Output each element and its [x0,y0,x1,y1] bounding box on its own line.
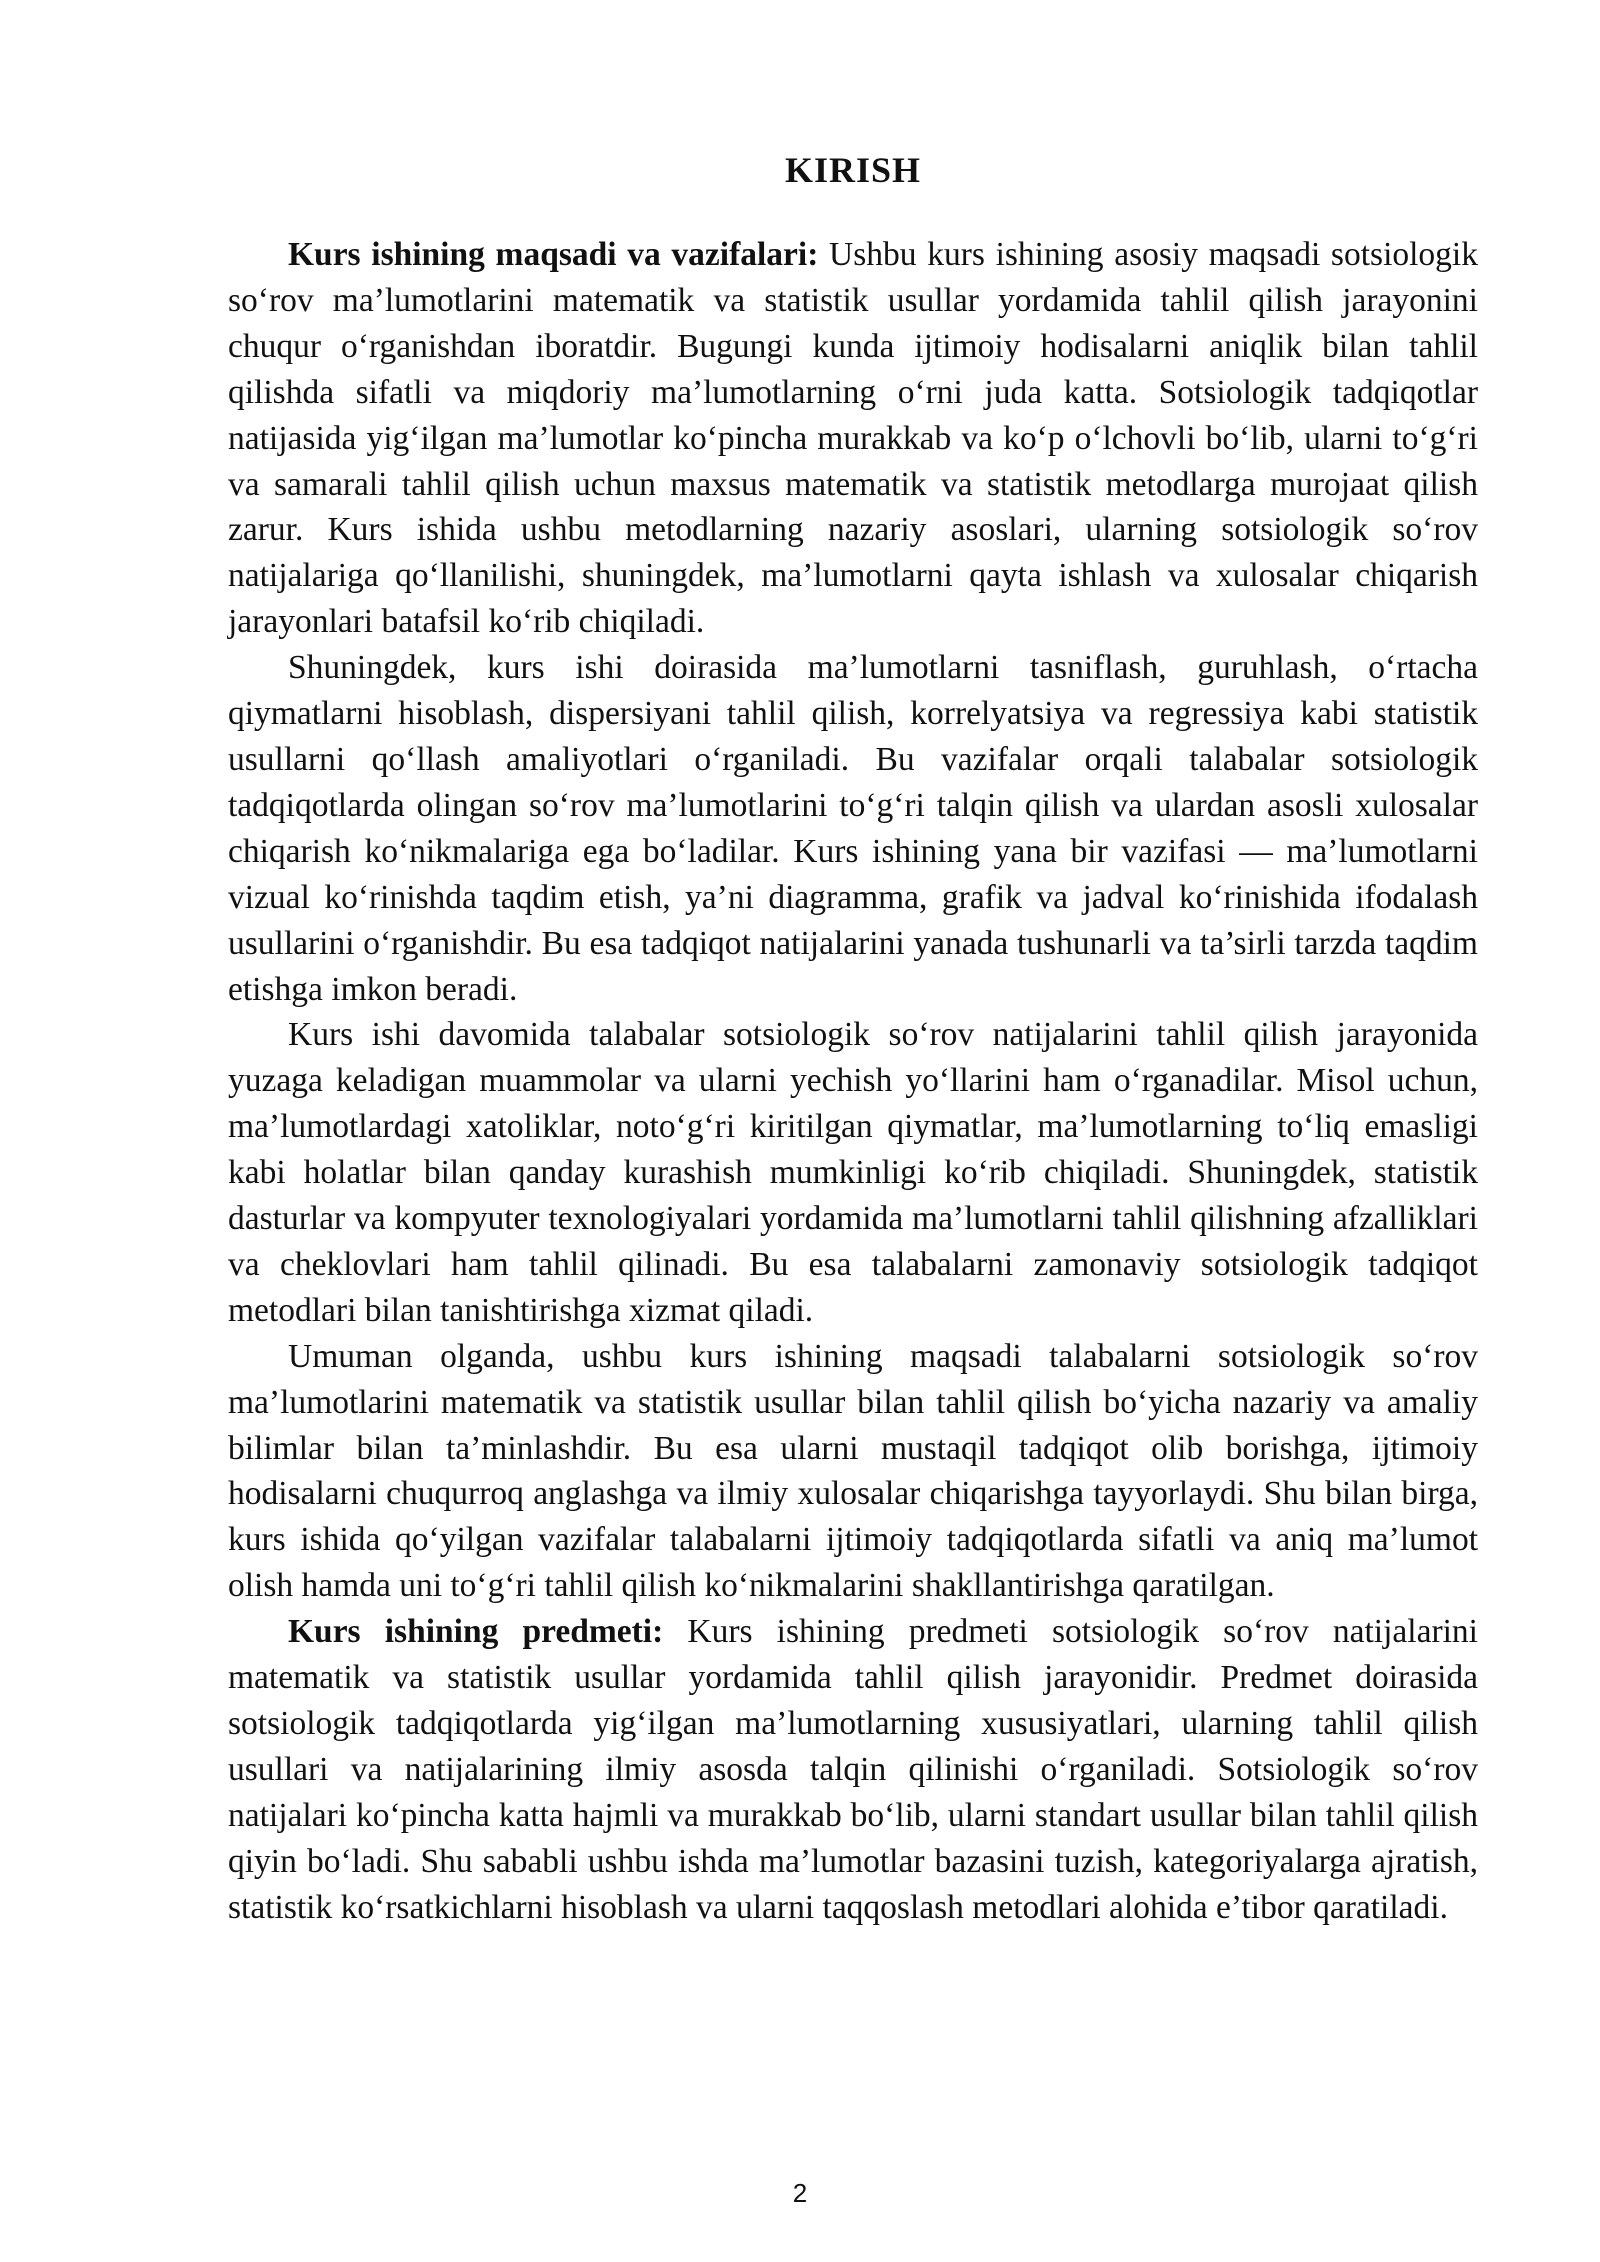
page-title: KIRISH [784,150,922,190]
page-number: 2 [792,2178,808,2208]
paragraph-summary [228,1334,1478,1609]
paragraph-lead: Kurs ishining maqsadi va vazifalari: [288,236,819,273]
paragraph-text: Kurs ishining predmeti sotsiologik so‘rov natijalarini matematik va statistik usullar yordamida tahlil qilish jarayonidir. Predmet doirasida sotsiologik tadqiqotlarda yig‘ilgan ma’lumotlarning xususiyatlari, ularning tahlil qilish usullari va natijalarining ilmiy asosda talqin qilinishi o‘rganiladi. Sotsiologik so‘rov natijalari ko‘pincha katta hajmli va murakkab bo‘lib, ularni standart usullar bilan tahlil qilish qiyin bo‘ladi. Shu sababli ushbu ishda ma’lumotlar bazasini tuzish, kategoriyalarga ajratish, statistik ko‘rsatkichlarni hisoblash va ularni taqqoslash metodlari alohida e’tibor qaratiladi. [228,1613,1478,1926]
paragraph-problems [228,1012,1478,1333]
paragraph-text: Kurs ishi davomida talabalar sotsiologik so‘rov natijalarini tahlil qilish jarayonida yuzaga keladigan muammolar va ularni yechish yo‘llarini ham o‘rganadilar. Misol uchun, ma’lumotlardagi xatoliklar, noto‘g‘ri kiritilgan qiymatlar, ma’lumotlarning to‘liq emasligi kabi holatlar bilan qanday kurashish mumkinligi ko‘rib chiqiladi. Shuningdek, statistik dasturlar va kompyuter texnologiyalari yordamida ma’lumotlarni tahlil qilishning afzalliklari va cheklovlari ham tahlil qilinadi. Bu esa talabalarni zamonaviy sotsiologik tadqiqot metodlari bilan tanishtirishga xizmat qiladi. [228,1016,1478,1329]
paragraph-text: Umuman olganda, ushbu kurs ishining maqsadi talabalarni sotsiologik so‘rov ma’lumotlarini matematik va statistik usullar bilan tahlil qilish bo‘yicha nazariy va amaliy bilimlar bilan ta’minlashdir. Bu esa ularni mustaqil tadqiqot olib borishga, ijtimoiy hodisalarni chuqurroq anglashga va ilmiy xulosalar chiqarishga tayyorlaydi. Shu bilan birga, kurs ishida qo‘yilgan vazifalar talabalarni ijtimoiy tadqiqotlarda sifatli va aniq ma’lumot olish hamda uni to‘g‘ri tahlil qilish ko‘nikmalarini shakllantirishga qaratilgan. [228,1337,1478,1605]
paragraph-lead: Kurs ishining predmeti: [288,1613,664,1651]
paragraph-goals [228,232,1478,645]
paragraph-text: Shuningdek, kurs ishi doirasida ma’lumotlarni tasniflash, guruhlash, o‘rtacha qiymatlarni hisoblash, dispersiyani tahlil qilish, korrelyatsiya va regressiya kabi statistik usullarni qo‘llash amaliyotlari o‘rganiladi. Bu vazifalar orqali talabalar sotsiologik tadqiqotlarda olingan so‘rov ma’lumotlarini to‘g‘ri talqin qilish va ulardan asosli xulosalar chiqarish ko‘nikmalariga ega bo‘ladilar. Kurs ishining yana bir vazifasi — ma’lumotlarni vizual ko‘rinishda taqdim etish, ya’ni diagramma, grafik va jadval ko‘rinishida ifodalash usullarini o‘rganishdir. Bu esa tadqiqot natijalarini yanada tushunarli va ta’sirli tarzda taqdim etishga imkon beradi. [228,649,1478,1008]
paragraph-tasks [228,645,1478,1012]
paragraph-text: Ushbu kurs ishining asosiy maqsadi sotsiologik so‘rov ma’lumotlarini matematik va statistik usullar yordamida tahlil qilish jarayonini chuqur o‘rganishdan iboratdir. Bugungi kunda ijtimoiy hodisalarni aniqlik bilan tahlil qilishda sifatli va miqdoriy ma’lumotlarning o‘rni juda katta. Sotsiologik tadqiqotlar natijasida yig‘ilgan ma’lumotlar ko‘pincha murakkab va ko‘p o‘lchovli bo‘lib, ularni to‘g‘ri va samarali tahlil qilish uchun maxsus matematik va statistik metodlarga murojaat qilish zarur. Kurs ishida ushbu metodlarning nazariy asoslari, ularning sotsiologik so‘rov natijalariga qo‘llanilishi, shuningdek, ma’lumotlarni qayta ishlash va xulosalar chiqarish jarayonlari batafsil ko‘rib chiqiladi. [228,236,1478,641]
paragraph-subject [228,1609,1478,1930]
